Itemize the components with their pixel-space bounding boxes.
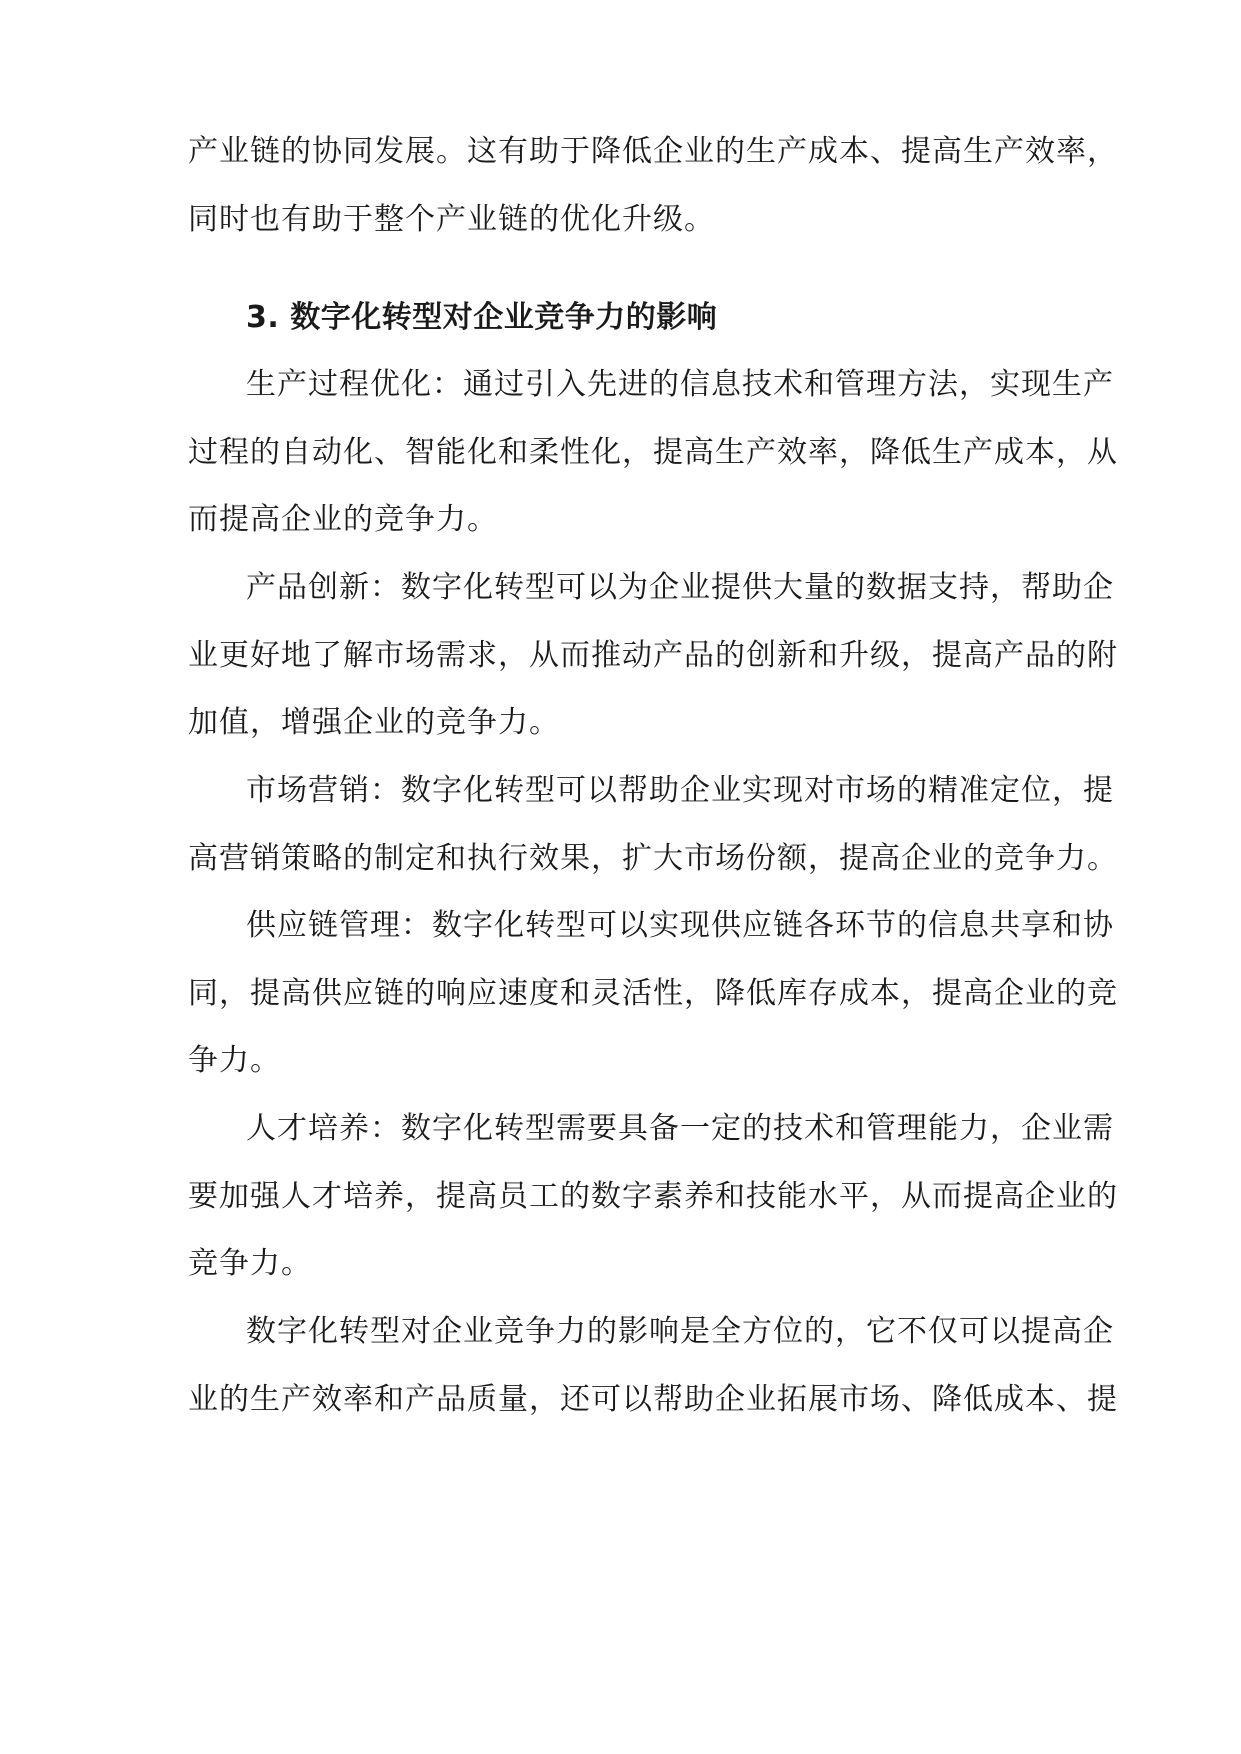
paragraph-line: 而提高企业的竞争力。 bbox=[188, 502, 498, 537]
paragraph-line: 要加强人才培养，提高员工的数字素养和技能水平，从而提高企业的 bbox=[188, 1179, 1118, 1214]
paragraph-line: 同时也有助于整个产业链的优化升级。 bbox=[188, 202, 715, 237]
section-heading: 3. 数字化转型对企业竞争力的影响 bbox=[246, 300, 718, 335]
paragraph-line: 竞争力。 bbox=[188, 1246, 312, 1281]
paragraph-line: 产业链的协同发展。这有助于降低企业的生产成本、提高生产效率， bbox=[188, 134, 1118, 169]
paragraph-line: 高营销策略的制定和执行效果，扩大市场份额，提高企业的竞争力。 bbox=[188, 841, 1118, 876]
paragraph-line: 市场营销：数字化转型可以帮助企业实现对市场的精准定位，提 bbox=[246, 773, 1114, 808]
paragraph-line: 数字化转型对企业竞争力的影响是全方位的，它不仅可以提高企 bbox=[246, 1314, 1114, 1349]
paragraph-line: 过程的自动化、智能化和柔性化，提高生产效率，降低生产成本，从 bbox=[188, 435, 1118, 470]
paragraph-line: 供应链管理：数字化转型可以实现供应链各环节的信息共享和协 bbox=[246, 908, 1114, 943]
paragraph-line: 业的生产效率和产品质量，还可以帮助企业拓展市场、降低成本、提 bbox=[188, 1382, 1118, 1417]
paragraph-line: 产品创新：数字化转型可以为企业提供大量的数据支持，帮助企 bbox=[246, 570, 1114, 605]
paragraph-line: 人才培养：数字化转型需要具备一定的技术和管理能力，企业需 bbox=[246, 1111, 1114, 1146]
paragraph-line: 业更好地了解市场需求，从而推动产品的创新和升级，提高产品的附 bbox=[188, 638, 1118, 673]
paragraph-line: 争力。 bbox=[188, 1043, 281, 1078]
paragraph-line: 生产过程优化：通过引入先进的信息技术和管理方法，实现生产 bbox=[246, 367, 1114, 402]
paragraph-line: 同，提高供应链的响应速度和灵活性，降低库存成本，提高企业的竞 bbox=[188, 976, 1118, 1011]
paragraph-line: 加值，增强企业的竞争力。 bbox=[188, 705, 560, 740]
